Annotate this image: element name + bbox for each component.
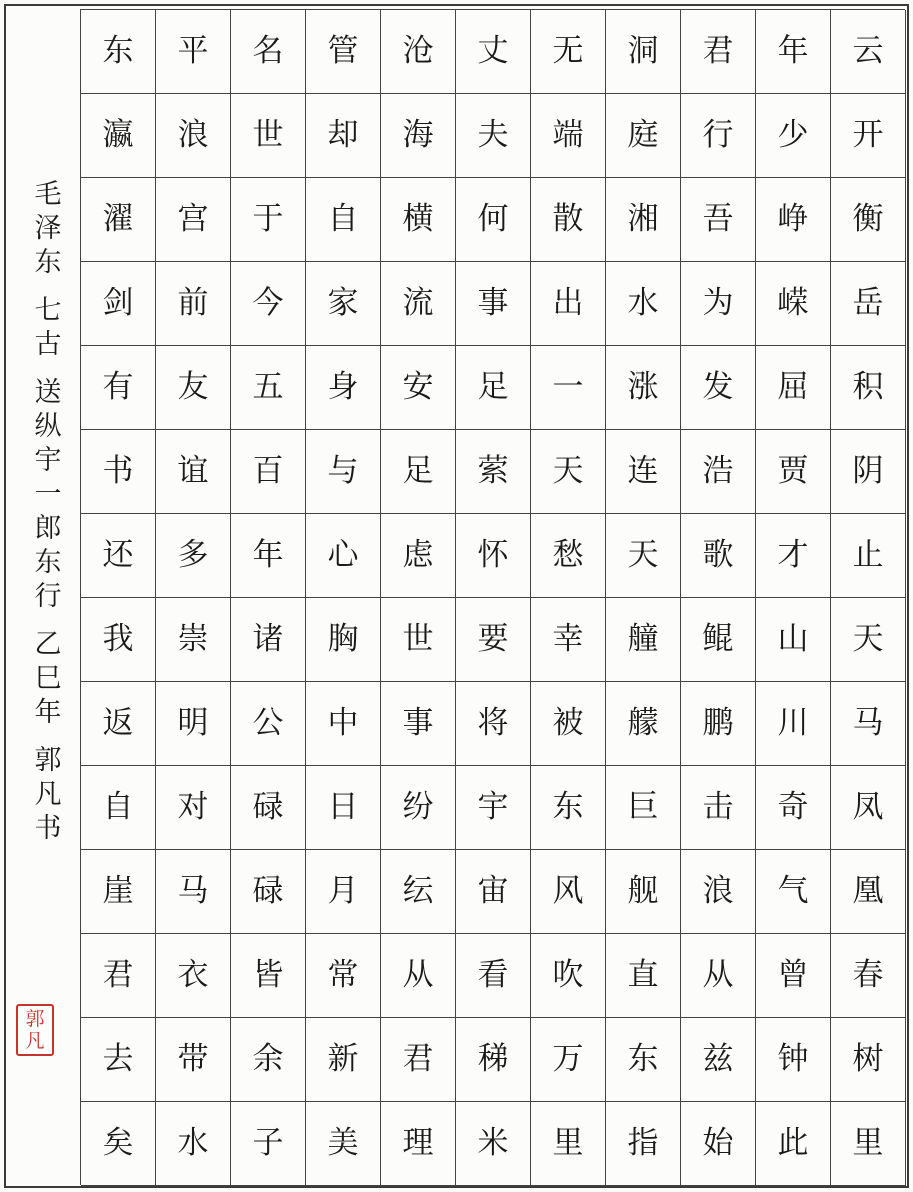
grid-cell: 被 [531, 682, 606, 766]
grid-cell: 去 [81, 1018, 156, 1102]
grid-cell: 将 [456, 682, 531, 766]
grid-cell: 君 [681, 10, 756, 94]
grid-cell: 流 [381, 262, 456, 346]
inscription-title-char: 一 [34, 479, 62, 510]
grid-cell: 行 [681, 94, 756, 178]
grid-cell: 歌 [681, 514, 756, 598]
grid-cell: 艨 [606, 682, 681, 766]
grid-cell: 年 [756, 10, 831, 94]
grid-cell: 止 [831, 514, 906, 598]
grid-cell: 钟 [756, 1018, 831, 1102]
grid-cell: 宫 [156, 178, 231, 262]
grid-cell: 积 [831, 346, 906, 430]
inscription-year-char: 年 [34, 697, 62, 728]
grid-cell: 稊 [456, 1018, 531, 1102]
grid-cell: 中 [306, 682, 381, 766]
grid-cell: 夫 [456, 94, 531, 178]
grid-cell: 崖 [81, 850, 156, 934]
grid-cell: 此 [756, 1102, 831, 1186]
grid-cell: 曾 [756, 934, 831, 1018]
grid-cell: 今 [231, 262, 306, 346]
grid-cell: 公 [231, 682, 306, 766]
grid-cell: 胸 [306, 598, 381, 682]
grid-cell: 子 [231, 1102, 306, 1186]
grid-cell: 开 [831, 94, 906, 178]
grid-cell: 事 [381, 682, 456, 766]
inscription-form-char: 古 [34, 329, 62, 360]
grid-cell: 常 [306, 934, 381, 1018]
grid-cell: 鲲 [681, 598, 756, 682]
grid-cell: 连 [606, 430, 681, 514]
grid-cell: 从 [381, 934, 456, 1018]
grid-cell: 美 [306, 1102, 381, 1186]
grid-cell: 要 [456, 598, 531, 682]
inscription-author-char: 毛 [34, 179, 62, 210]
character-grid [80, 9, 905, 1185]
inscription-title-char: 东 [34, 547, 62, 578]
grid-cell: 米 [456, 1102, 531, 1186]
grid-cell: 余 [231, 1018, 306, 1102]
grid-cell: 云 [831, 10, 906, 94]
grid-cell: 何 [456, 178, 531, 262]
inscription-column [28, 178, 68, 846]
grid-cell: 击 [681, 766, 756, 850]
grid-cell: 兹 [681, 1018, 756, 1102]
grid-cell: 奇 [756, 766, 831, 850]
grid-cell: 宇 [456, 766, 531, 850]
grid-cell: 东 [606, 1018, 681, 1102]
grid-cell: 剑 [81, 262, 156, 346]
grid-cell: 衣 [156, 934, 231, 1018]
grid-cell: 管 [306, 10, 381, 94]
grid-cell: 出 [531, 262, 606, 346]
grid-cell: 川 [756, 682, 831, 766]
grid-cell: 万 [531, 1018, 606, 1102]
grid-cell: 无 [531, 10, 606, 94]
grid-cell: 屈 [756, 346, 831, 430]
inscription-calligrapher-char: 郭 [34, 745, 62, 776]
inscription-title-char: 行 [34, 581, 62, 612]
grid-cell: 丈 [456, 10, 531, 94]
grid-cell: 才 [756, 514, 831, 598]
grid-cell: 浩 [681, 430, 756, 514]
grid-cell: 指 [606, 1102, 681, 1186]
grid-cell: 矣 [81, 1102, 156, 1186]
grid-cell: 贾 [756, 430, 831, 514]
inscription-calligrapher-char: 书 [34, 813, 62, 844]
grid-cell: 少 [756, 94, 831, 178]
grid-cell: 端 [531, 94, 606, 178]
grid-cell: 愁 [531, 514, 606, 598]
grid-cell: 为 [681, 262, 756, 346]
grid-cell: 诸 [231, 598, 306, 682]
grid-cell: 世 [231, 94, 306, 178]
grid-cell: 百 [231, 430, 306, 514]
grid-cell: 谊 [156, 430, 231, 514]
grid-cell: 于 [231, 178, 306, 262]
grid-cell: 日 [306, 766, 381, 850]
grid-cell: 幸 [531, 598, 606, 682]
grid-cell: 五 [231, 346, 306, 430]
grid-cell: 友 [156, 346, 231, 430]
grid-cell: 君 [81, 934, 156, 1018]
grid-cell: 吾 [681, 178, 756, 262]
grid-cell: 前 [156, 262, 231, 346]
grid-cell: 月 [306, 850, 381, 934]
grid-cell: 世 [381, 598, 456, 682]
grid-cell: 自 [306, 178, 381, 262]
grid-cell: 天 [831, 598, 906, 682]
grid-cell: 瀛 [81, 94, 156, 178]
grid-cell: 年 [231, 514, 306, 598]
grid-cell: 与 [306, 430, 381, 514]
grid-cell: 艟 [606, 598, 681, 682]
grid-cell: 纭 [381, 850, 456, 934]
grid-cell: 足 [456, 346, 531, 430]
grid-cell: 名 [231, 10, 306, 94]
grid-cell: 碌 [231, 766, 306, 850]
grid-cell: 崇 [156, 598, 231, 682]
grid-cell: 还 [81, 514, 156, 598]
grid-cell: 散 [531, 178, 606, 262]
grid-cell: 君 [381, 1018, 456, 1102]
grid-cell: 怀 [456, 514, 531, 598]
grid-cell: 春 [831, 934, 906, 1018]
grid-cell: 书 [81, 430, 156, 514]
grid-cell: 海 [381, 94, 456, 178]
grid-cell: 沧 [381, 10, 456, 94]
grid-cell: 心 [306, 514, 381, 598]
grid-cell: 凤 [831, 766, 906, 850]
grid-cell: 水 [606, 262, 681, 346]
grid-cell: 岳 [831, 262, 906, 346]
grid-cell: 多 [156, 514, 231, 598]
grid-cell: 涨 [606, 346, 681, 430]
grid-cell: 虑 [381, 514, 456, 598]
grid-cell: 阴 [831, 430, 906, 514]
grid-cell: 巨 [606, 766, 681, 850]
grid-cell: 马 [831, 682, 906, 766]
grid-cell: 山 [756, 598, 831, 682]
grid-cell: 有 [81, 346, 156, 430]
inscription-form-char: 七 [34, 295, 62, 326]
grid-cell: 对 [156, 766, 231, 850]
grid-cell: 凰 [831, 850, 906, 934]
grid-cell: 宙 [456, 850, 531, 934]
seal-char: 郭 [25, 1008, 45, 1030]
inscription-author-char: 东 [34, 247, 62, 278]
grid-cell: 东 [81, 10, 156, 94]
grid-cell: 风 [531, 850, 606, 934]
grid-cell: 发 [681, 346, 756, 430]
grid-cell: 我 [81, 598, 156, 682]
grid-cell: 湘 [606, 178, 681, 262]
inscription-title-char: 宇 [34, 445, 62, 476]
inscription-title-char: 送 [34, 377, 62, 408]
grid-cell: 峥 [756, 178, 831, 262]
grid-cell: 横 [381, 178, 456, 262]
grid-cell: 却 [306, 94, 381, 178]
grid-cell: 始 [681, 1102, 756, 1186]
grid-cell: 天 [531, 430, 606, 514]
grid-cell: 气 [756, 850, 831, 934]
inscription-title-char: 郎 [34, 513, 62, 544]
grid-cell: 里 [531, 1102, 606, 1186]
grid-cell: 浪 [156, 94, 231, 178]
grid-cell: 直 [606, 934, 681, 1018]
grid-cell: 碌 [231, 850, 306, 934]
grid-cell: 里 [831, 1102, 906, 1186]
grid-cell: 平 [156, 10, 231, 94]
grid-cell: 足 [381, 430, 456, 514]
grid-cell: 返 [81, 682, 156, 766]
grid-cell: 树 [831, 1018, 906, 1102]
inscription-calligrapher-char: 凡 [34, 779, 62, 810]
grid-cell: 家 [306, 262, 381, 346]
grid-cell: 浪 [681, 850, 756, 934]
grid-cell: 一 [531, 346, 606, 430]
grid-cell: 水 [156, 1102, 231, 1186]
grid-cell: 带 [156, 1018, 231, 1102]
grid-cell: 从 [681, 934, 756, 1018]
grid-cell: 天 [606, 514, 681, 598]
grid-cell: 衡 [831, 178, 906, 262]
grid-cell: 身 [306, 346, 381, 430]
inscription-year-char: 乙 [34, 629, 62, 660]
inscription-title-char: 纵 [34, 411, 62, 442]
grid-cell: 明 [156, 682, 231, 766]
grid-cell: 安 [381, 346, 456, 430]
grid-cell: 东 [531, 766, 606, 850]
grid-cell: 吹 [531, 934, 606, 1018]
grid-cell: 事 [456, 262, 531, 346]
red-seal-stamp [16, 1004, 54, 1056]
inscription-year-char: 巳 [34, 663, 62, 694]
grid-cell: 马 [156, 850, 231, 934]
grid-cell: 新 [306, 1018, 381, 1102]
grid-cell: 皆 [231, 934, 306, 1018]
grid-cell: 鹏 [681, 682, 756, 766]
inscription-author-char: 泽 [34, 213, 62, 244]
grid-cell: 理 [381, 1102, 456, 1186]
grid-cell: 嵘 [756, 262, 831, 346]
grid-cell: 自 [81, 766, 156, 850]
seal-char: 凡 [25, 1030, 45, 1052]
grid-cell: 舰 [606, 850, 681, 934]
grid-cell: 纷 [381, 766, 456, 850]
grid-cell: 庭 [606, 94, 681, 178]
grid-cell: 萦 [456, 430, 531, 514]
grid-cell: 濯 [81, 178, 156, 262]
grid-cell: 洞 [606, 10, 681, 94]
grid-cell: 看 [456, 934, 531, 1018]
